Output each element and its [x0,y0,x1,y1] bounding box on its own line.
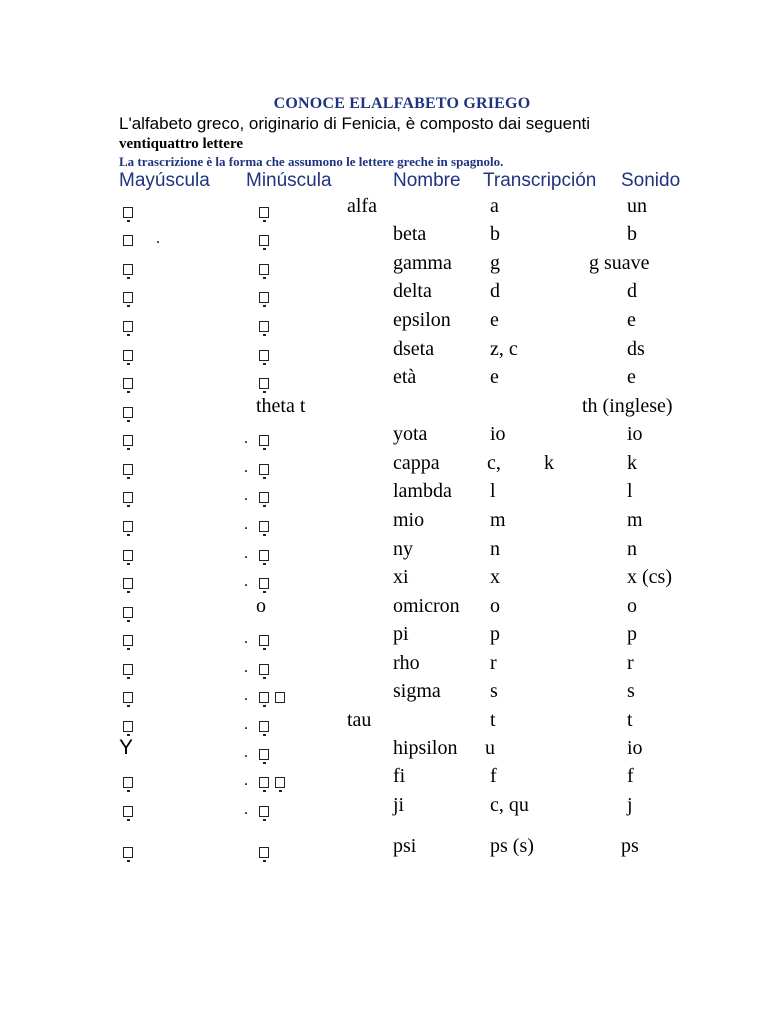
letter-name: psi [393,835,417,857]
missing-glyph-icon [259,260,269,278]
letter-name: gamma [393,252,452,274]
letter-sound: ds [627,338,645,360]
letter-sound: k [627,452,637,474]
letter-sound: o [627,595,637,617]
missing-glyph-icon [259,631,269,649]
letter-name: epsilon [393,309,451,331]
letter-name: tau [347,709,372,731]
letter-name: età [393,366,417,388]
missing-glyph-icon [123,603,133,621]
letter-transcription: c, [487,452,501,474]
letter-name: alfa [347,195,377,217]
missing-glyph-icon [123,773,133,791]
letter-name: theta t [256,395,306,417]
header-transcription: Transcripción [483,170,597,191]
letter-name: pi [393,623,409,645]
missing-glyph-icon [259,843,269,861]
letter-transcription: b [490,223,500,245]
missing-glyph-icon [123,203,133,221]
dot-mark: . [244,487,248,504]
letter-name: sigma [393,680,441,702]
missing-glyph-icon [259,574,269,592]
letter-name: beta [393,223,427,245]
letter-transcription: u [485,737,495,759]
missing-glyph-icon [259,460,269,478]
letter-name: mio [393,509,425,531]
missing-glyph-icon [123,460,133,478]
missing-glyph-icon [259,346,269,364]
missing-glyph-icon [123,802,133,820]
letter-transcription: x [490,566,500,588]
letter-transcription: ps (s) [490,835,534,857]
document-title: CONOCE ELALFABETO GRIEGO [273,95,531,112]
letter-sound: e [627,309,636,331]
letter-transcription: s [490,680,498,702]
missing-glyph-icon [123,660,133,678]
missing-glyph-icon [123,631,133,649]
missing-glyph-icon [123,843,133,861]
missing-glyph-icon [123,688,133,706]
missing-glyph-icon [123,260,133,278]
intro-text: L'alfabeto greco, originario di Fenicia, è composto dai seguenti [119,114,591,133]
header-name: Nombre [393,170,461,191]
missing-glyph-icon [275,773,285,791]
transcription-note: La trascrizione è la forma che assumono le lettere greche in spagnolo. [119,154,504,169]
letter-sound: ps [621,835,639,857]
letter-sound: io [627,423,643,445]
missing-glyph-icon [259,288,269,306]
letter-transcription: a [490,195,499,217]
letter-transcription: n [490,538,500,560]
dot-mark: . [244,430,248,447]
letter-transcription: z, c [490,338,518,360]
missing-glyph-icon [123,574,133,592]
letter-sound: un [627,195,647,217]
missing-glyph-icon [259,203,269,221]
letter-transcription: f [490,765,497,787]
letter-sound: io [627,737,643,759]
letter-sound: p [627,623,637,645]
missing-glyph-icon [259,488,269,506]
letter-transcription: r [490,652,497,674]
missing-glyph-icon [259,374,269,392]
letter-sound: s [627,680,635,702]
dot-mark: . [244,659,248,676]
letter-name: rho [393,652,420,674]
intro-text-bold: ventiquattro lettere [119,136,243,152]
header-sound: Sonido [621,170,681,191]
missing-glyph-icon [259,688,269,706]
dot-mark: . [244,687,248,704]
letter-name: lambda [393,480,452,502]
missing-glyph-icon [259,660,269,678]
missing-glyph-icon [123,288,133,306]
letter-name: cappa [393,452,440,474]
missing-glyph-icon [123,488,133,506]
dot-mark: . [244,716,248,733]
letter-transcription: c, qu [490,794,529,816]
letter-sound: l [627,480,633,502]
letter-transcription-alt: k [544,452,554,474]
letter-sound: g suave [589,252,650,274]
letter-sound: f [627,765,634,787]
letter-sound: e [627,366,636,388]
missing-glyph-icon [259,517,269,535]
letter-sound: x (cs) [627,566,672,588]
dot-mark: . [244,744,248,761]
letter-transcription: d [490,280,500,302]
missing-glyph-icon [275,688,285,706]
letter-transcription: g [490,252,500,274]
dot-mark: . [244,630,248,647]
letter-name: hipsilon [393,737,458,759]
missing-glyph-icon [123,231,133,249]
missing-glyph-icon [123,346,133,364]
header-uppercase: Mayúscula [119,170,210,191]
missing-glyph-icon [259,745,269,763]
letter-name: fi [393,765,406,787]
letter-name: yota [393,423,428,445]
missing-glyph-icon [123,403,133,421]
letter-sound: d [627,280,637,302]
letter-transcription: l [490,480,496,502]
letter-sound: m [627,509,643,531]
dot-mark: . [156,230,160,247]
dot-mark: . [244,801,248,818]
missing-glyph-icon [123,317,133,335]
missing-glyph-icon [259,317,269,335]
letter-sound: th (inglese) [582,395,673,417]
letter-name: delta [393,280,432,302]
letter-sound: r [627,652,634,674]
letter-transcription: e [490,366,499,388]
missing-glyph-icon [123,717,133,735]
letter-transcription: t [490,709,496,731]
letter-sound: b [627,223,637,245]
missing-glyph-icon [259,802,269,820]
letter-name: omicron [393,595,460,617]
letter-sound: n [627,538,637,560]
letter-sound: t [627,709,633,731]
letter-uppercase: Υ [119,736,134,759]
missing-glyph-icon [259,546,269,564]
letter-name: dseta [393,338,435,360]
missing-glyph-icon [259,717,269,735]
letter-transcription: io [490,423,506,445]
missing-glyph-icon [259,773,269,791]
missing-glyph-icon [123,374,133,392]
letter-name: ny [393,538,413,560]
dot-mark: . [244,573,248,590]
missing-glyph-icon [123,431,133,449]
letter-sound: j [627,794,633,816]
dot-mark: . [244,772,248,789]
dot-mark: . [244,516,248,533]
letter-transcription: e [490,309,499,331]
letter-name: ji [393,794,405,816]
dot-mark: . [244,545,248,562]
missing-glyph-icon [259,231,269,249]
missing-glyph-icon [259,431,269,449]
letter-transcription: p [490,623,500,645]
letter-transcription: o [490,595,500,617]
letter-transcription: m [490,509,506,531]
header-lowercase: Minúscula [246,170,332,191]
missing-glyph-icon [123,546,133,564]
dot-mark: . [244,459,248,476]
missing-glyph-icon [123,517,133,535]
letter-lowercase: o [256,595,266,617]
letter-name: xi [393,566,409,588]
